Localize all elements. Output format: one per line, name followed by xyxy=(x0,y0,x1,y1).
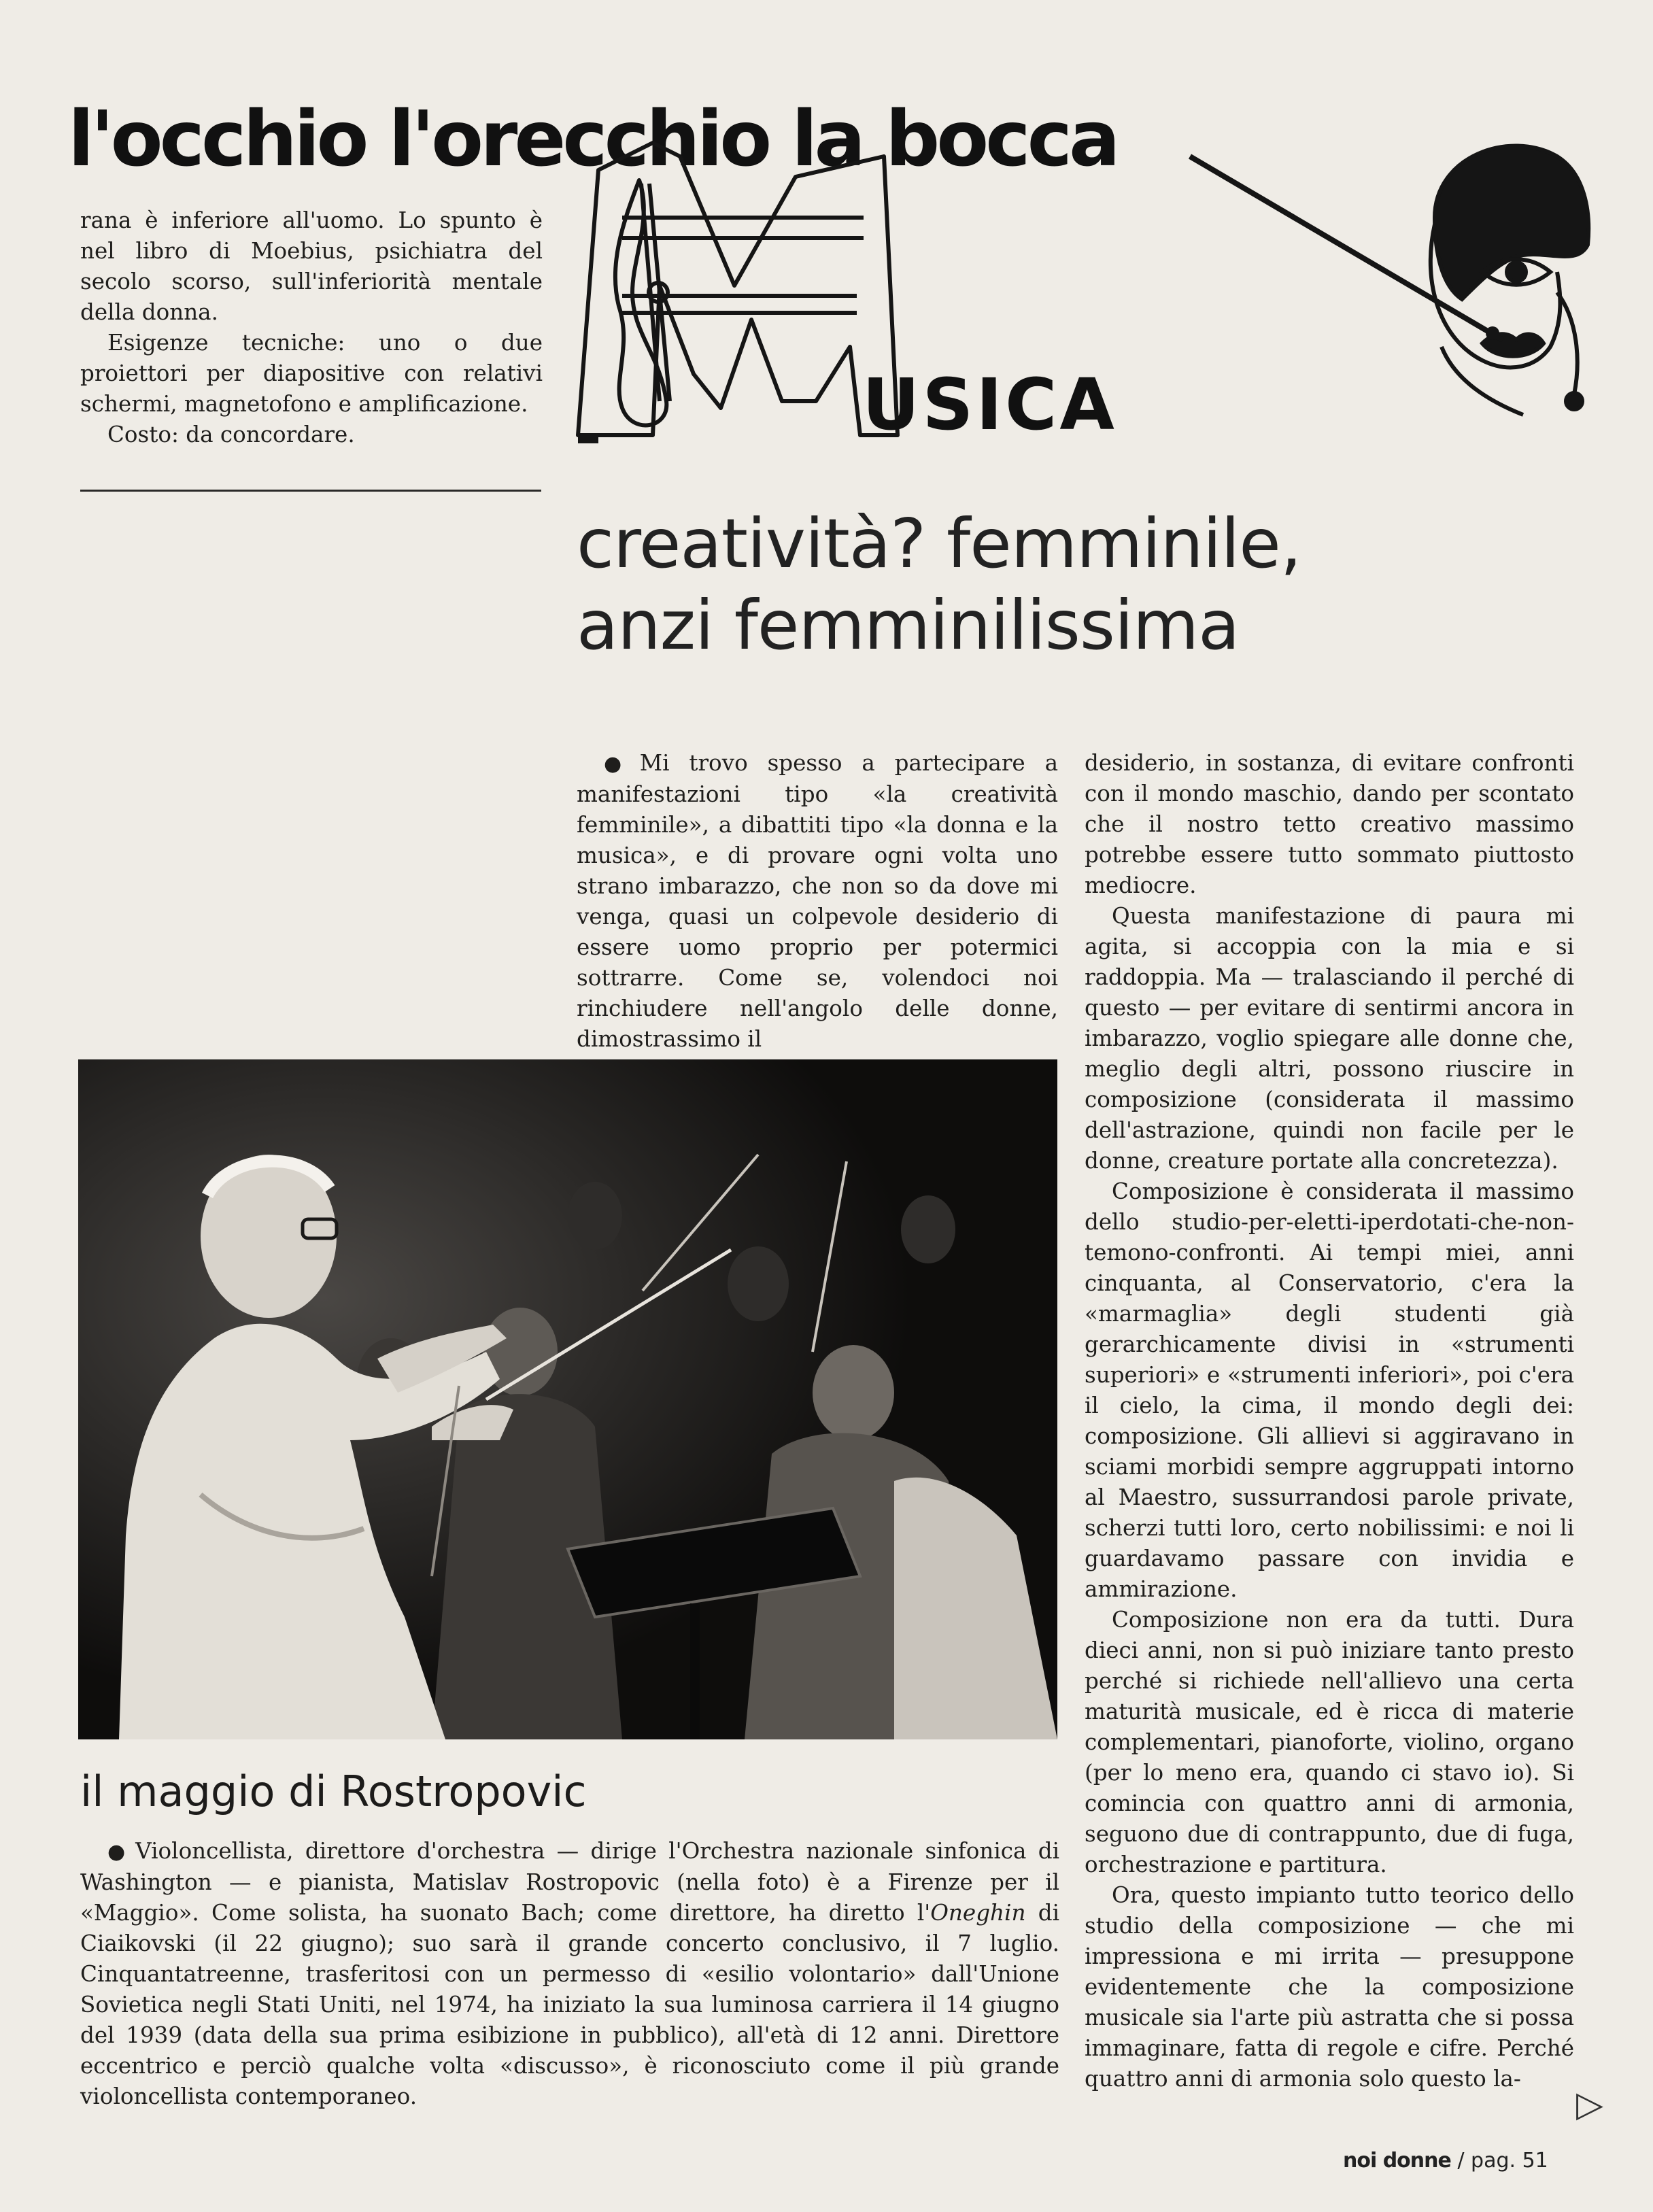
article-paragraph: Composizione non era da tutti. Dura dieci anni, non si può iniziare tanto presto perché si richiede nell'allievo una certa maturità musicale, ed è ricca di materie complementari, pianoforte, violino, organo (per lo meno era, quando ci stavo io). Si comincia con quattro anni di armonia, seguono due di contrappunto, due di fuga, orchestrazione e partitura. xyxy=(1085,1607,1574,1877)
article-column-middle xyxy=(577,748,1058,1055)
article-paragraph: desiderio, in sostanza, di evitare confronti con il mondo maschio, dando per scontato che il nostro tetto creativo massimo potrebbe essere tutto sommato piuttosto mediocre. xyxy=(1085,750,1574,898)
article-paragraph: Ora, questo impianto tutto teorico dello studio della composizione — che mi impressiona e mi irrita — presuppone evidentemente che la composizione musicale sia l'arte più astratta che si possa immaginare, fatta di regole e cifre. Perché quattro anni di armonia solo questo la- xyxy=(1085,1882,1574,2092)
musica-word: USICA xyxy=(862,363,1117,446)
article-paragraph xyxy=(577,748,1058,1055)
page-number: pag. 51 xyxy=(1471,2149,1548,2173)
bullet-icon: ● xyxy=(604,752,634,776)
headline-line-1: creatività? femminile, xyxy=(577,504,1301,583)
left-paragraph: Esigenze tecniche: uno o due proiettori per diapositive con relativi schermi, magnetofono e amplificazione. xyxy=(80,330,543,417)
page-footer xyxy=(1343,2149,1548,2173)
left-paragraph: rana è inferiore all'uomo. Lo spunto è nel libro di Moebius, psichiatra del secolo scorso, sull'inferiorità mentale della donna. xyxy=(80,207,543,325)
pierrot-face xyxy=(1431,146,1588,415)
bullet-icon: ● xyxy=(107,1840,131,1864)
article-paragraph: Composizione è considerata il massimo dello studio-per-eletti-iperdotati-che-non-temono-confronti. Ai tempi miei, anni cinquanta, al Conservatorio, c'era la «marmaglia» degli studenti già gerarchicamente divisi in «strumenti superiori» e «strumenti inferiori», poi c'era il cielo, la cima, il mondo degli dei: composizione. Gli allievi si aggiravano in sciami morbidi sempre aggruppati intorno al Maestro, sussurrandosi parole private, scherzi tutti loro, certo nobilissimi: e noi li guardavamo passare con invidia e ammirazione. xyxy=(1085,1178,1574,1602)
conductor-photo-illustration xyxy=(78,1059,1057,1739)
caption-text-part-1: Violoncellista, direttore d'orchestra — dirige l'Orchestra nazionale sinfonica di Washington — e pianista, Matislav Rostropovic (nella foto) è a Firenze per il «Maggio». Come solista, ha suonato Bach; come direttore, ha diretto l' xyxy=(80,1838,1059,1926)
masthead-title: l'occhio l'orecchio la bocca xyxy=(68,95,1117,184)
magazine-name: noi donne xyxy=(1343,2149,1451,2173)
left-paragraph: Costo: da concordare. xyxy=(107,422,355,447)
caption-paragraph xyxy=(80,1836,1059,2112)
article-paragraph-text: Mi trovo spesso a partecipare a manifestazioni tipo «la creatività femminile», a dibattiti tipo «la donna e la musica», e di provare ogni volta uno strano imbarazzo, che non so da dove mi venga, quasi un colpevole desiderio di essere uomo proprio per potermici sottrarre. Come se, volendoci noi rinchiudere nell'angolo delle donne, dimostrassimo il xyxy=(577,750,1058,1052)
left-column-text xyxy=(80,205,543,450)
caption-title: il maggio di Rostropovic xyxy=(80,1767,587,1816)
article-paragraph: Questa manifestazione di paura mi agita, si accoppia con la mia e si raddoppia. Ma — tralasciando il perché di questo — per evitare di sentirmi ancora in imbarazzo, voglio spiegare alle donne che, meglio degli altri, possono riuscire in composizione (considerata il massimo dell'astrazione, quindi non facile per le donne, creature portate alla concretezza). xyxy=(1085,903,1574,1174)
caption-text xyxy=(80,1836,1059,2112)
conductor-photo xyxy=(78,1059,1057,1739)
continue-arrow-icon: ▷ xyxy=(1576,2084,1603,2125)
letter-m-outline xyxy=(578,143,898,435)
caption-text-part-2: di Ciaikovski (il 22 giugno); suo sarà il grande concerto conclusivo, il 7 luglio. Cinquantatreenne, trasferitosi con un permesso di «esilio volontario» dall'Unione Sovietica negli Stati Uniti, nel 1974, ha iniziato la sua luminosa carriera il 14 giugno del 1939 (data della sua prima esibizione in pubblico), all'età di 12 anni. Direttore eccentrico e perciò qualche volta «discusso», è riconosciuto come il più grande violoncellista contemporaneo. xyxy=(80,1900,1059,2109)
article-column-right xyxy=(1085,748,1574,2094)
headline-line-2: anzi femminilissima xyxy=(577,585,1240,665)
footer-separator: / xyxy=(1457,2149,1465,2173)
article-headline xyxy=(577,503,1624,666)
caption-italic-title: Oneghin xyxy=(930,1900,1026,1926)
column-divider xyxy=(80,490,541,492)
